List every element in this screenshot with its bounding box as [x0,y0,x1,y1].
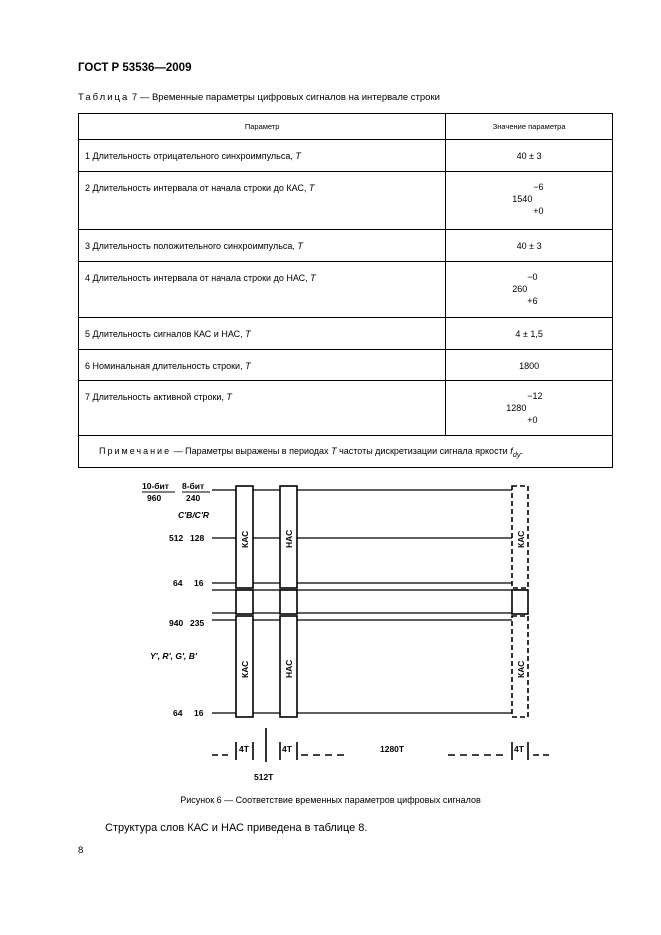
col2-denominator: 240 [186,493,201,503]
tolerance-upper: +0 [527,415,538,425]
note-unit: T [331,446,337,456]
param-unit: T [245,361,251,371]
note-frequency-subscript: dy [512,449,521,459]
tolerance-upper: +6 [527,296,538,306]
nac-label: НАС [284,659,294,678]
table-row [79,350,613,381]
note-text-2: частоты дискретизации сигнала яркости [336,446,511,456]
table-row [79,318,613,350]
param-cell [79,140,446,172]
param-cell [79,381,446,436]
table-header-row [79,114,613,140]
tolerance-lower: −6 [533,182,544,192]
param-cell [79,350,446,381]
note-frequency-symbol: f [510,446,513,456]
value-cell [446,172,613,230]
kac-label: КАС [240,660,250,678]
kac-label: КАС [516,530,526,548]
body-paragraph: Структура слов КАС и НАС приведена в таблице 8. [105,822,368,834]
level-a: 64 [173,708,183,718]
tolerance-lower: −12 [527,391,543,401]
param-unit: T [297,241,303,251]
timing-diagram [0,470,661,790]
col1-numerator: 10-бит [142,481,169,491]
param-unit: T [310,273,316,283]
level-b: 16 [194,708,204,718]
param-unit: T [308,183,315,193]
pulse-columns [236,486,528,717]
param-label: 2 Длительность интервала от начала строки до КАС, [85,183,309,193]
note-prefix: Примечание [99,446,172,456]
param-unit: T [226,392,232,402]
column-header-value: Значение параметра [446,114,613,140]
table-row [79,140,613,172]
param-unit: T [245,329,251,339]
tolerance-lower: −0 [527,272,538,282]
value-cell: 1800 [446,350,613,381]
cb-cr-label: C′B/C′R [178,510,209,520]
tolerance-upper: +0 [533,206,544,216]
y-rgb-label: Y′, R′, G′, B′ [150,651,197,661]
page-number: 8 [78,845,84,856]
parameters-table [78,113,613,468]
param-cell [79,230,446,262]
param-cell [79,172,446,230]
document-header: ГОСТ Р 53536—2009 [78,62,192,74]
value-cell [446,262,613,318]
seg-1280t-label: 1280T [380,744,405,754]
table-row [79,172,613,230]
param-label: 4 Длительность интервала от начала строки до НАС, [85,273,311,283]
value-cell: 4 ± 1,5 [446,318,613,350]
value-cell: 40 ± 3 [446,230,613,262]
table-caption [78,92,440,103]
signal-level-lines [212,490,528,713]
seg-4t-label: 4T [239,744,249,754]
param-label: 6 Номинальная длительность строки, [85,361,246,371]
param-cell [79,318,446,350]
nominal-value: 260 [512,284,528,294]
kac-label: КАС [516,660,526,678]
level-b: 128 [190,533,205,543]
table-caption-prefix: Таблица [78,92,130,103]
seg-4t-label: 4T [282,744,292,754]
nominal-value: 1280 [506,403,527,413]
table-note [79,436,613,468]
param-label: 3 Длительность положительного синхроимпульса, [85,241,298,251]
figure-caption: Рисунок 6 — Соответствие временных параметров цифровых сигналов [180,795,481,805]
nac-label: НАС [284,529,294,548]
param-unit: T [295,151,301,161]
level-a: 940 [169,618,184,628]
param-label: 1 Длительность отрицательного синхроимпульса, [85,151,296,161]
col1-denominator: 960 [147,493,162,503]
seg-512t-label: 512T [254,772,274,782]
column-header-parameter: Параметр [79,114,446,140]
table-caption-text: 7 — Временные параметры цифровых сигналов на интервале строки [131,92,440,103]
level-b: 235 [190,618,205,628]
level-b: 16 [194,578,204,588]
table-row [79,381,613,436]
col2-numerator: 8-бит [182,481,205,491]
note-text: — Параметры выражены в периодах [171,446,332,456]
param-cell [79,262,446,318]
seg-4t-label: 4T [514,744,524,754]
table-row [79,262,613,318]
table-note-row [79,436,613,468]
param-label: 5 Длительность сигналов КАС и НАС, [85,329,246,339]
level-a: 512 [169,533,184,543]
level-a: 64 [173,578,183,588]
value-cell: 40 ± 3 [446,140,613,172]
param-label: 7 Длительность активной строки, [85,392,227,402]
kac-label: КАС [240,530,250,548]
note-end: . [520,446,524,456]
table-row [79,230,613,262]
nominal-value: 1540 [512,194,533,204]
value-cell [446,381,613,436]
